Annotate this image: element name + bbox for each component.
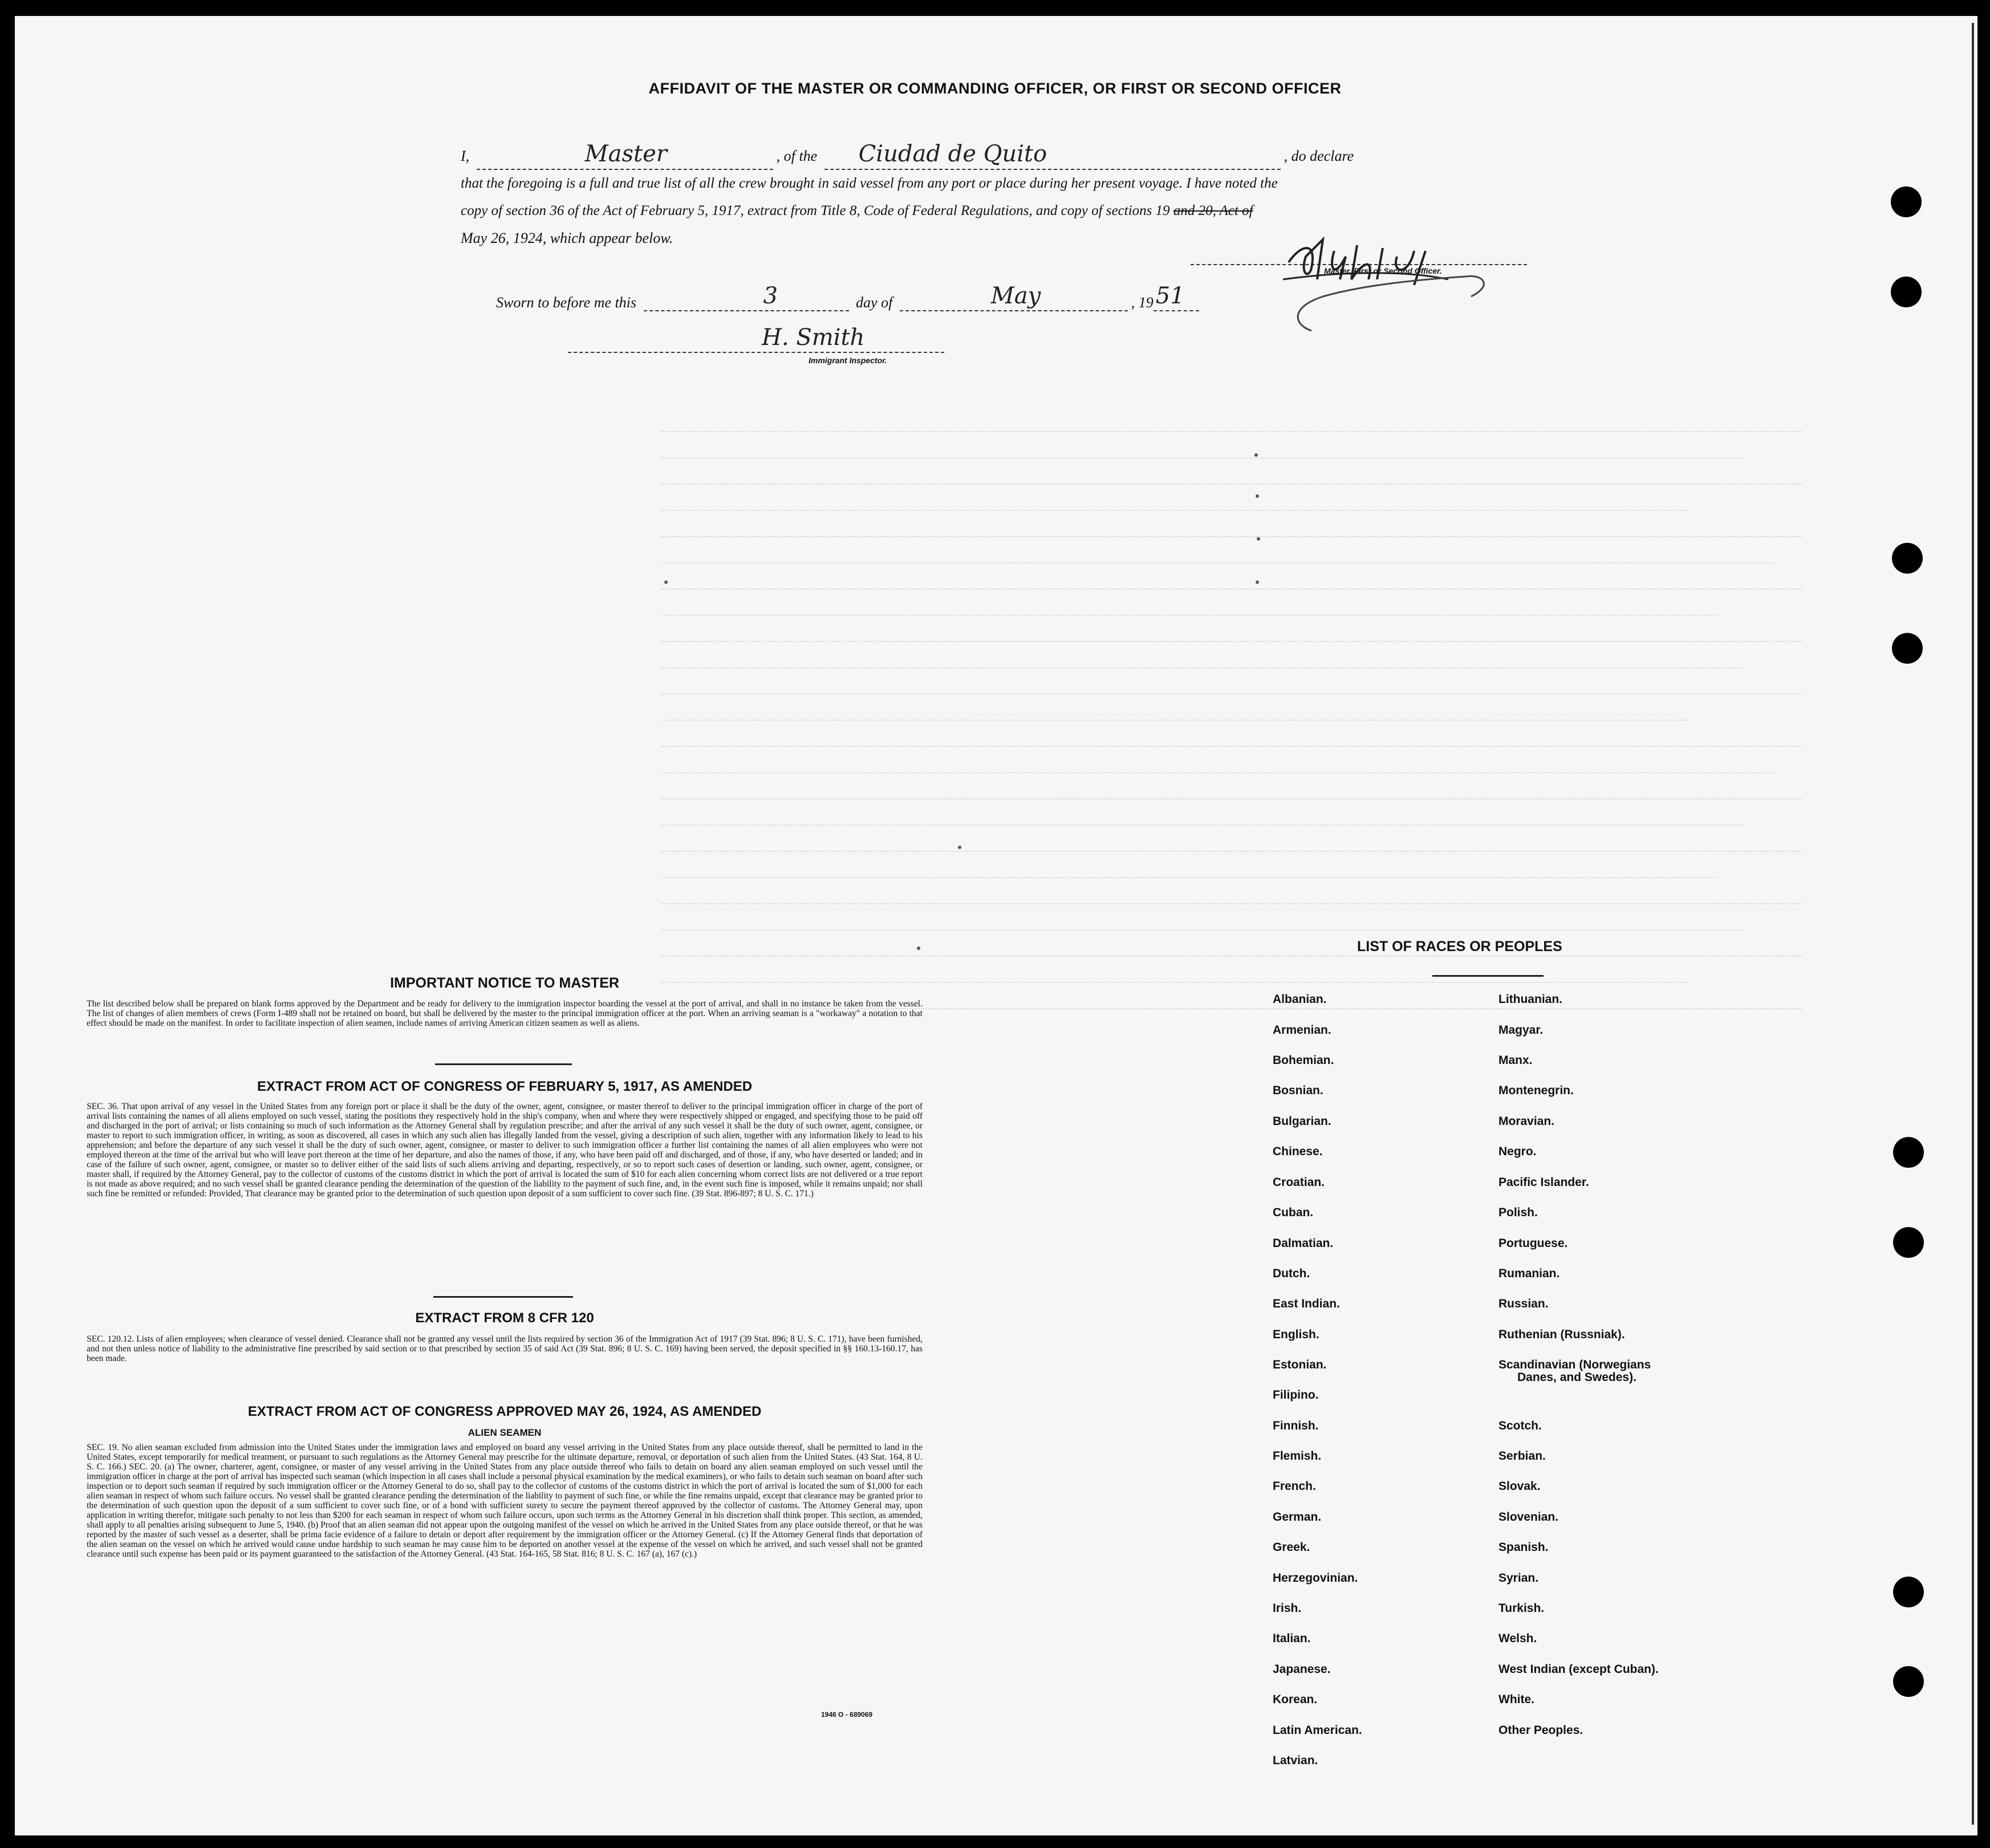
race-item: German. — [1273, 1510, 1322, 1524]
race-item: Other Peoples. — [1498, 1724, 1583, 1737]
punch-hole-icon — [1893, 1666, 1924, 1697]
vessel-handwriting: Ciudad de Quito — [858, 141, 1047, 167]
race-item: Magyar. — [1498, 1023, 1544, 1037]
race-item: Russian. — [1498, 1297, 1549, 1310]
race-item: Herzegovinian. — [1273, 1571, 1358, 1585]
master-signature-image — [1277, 217, 1505, 348]
affidavit-line-3a: copy of section 36 of the Act of February 5, 1917, extract from Title 8, Code of Federal Regulations, and copy of sections 19 — [461, 203, 1170, 218]
race-item: Scandinavian (Norwegians — [1498, 1358, 1651, 1371]
year-handwriting: 51 — [1155, 283, 1185, 309]
extract-1917-body: SEC. 36. That upon arrival of any vessel in the United States from any foreign port or place it shall be the duty of the owner, agent, consignee, or master thereof to deliver to the principal immigration officer in charge of the port of arrival lists containing the names of all aliens employed on such vessel, stating the positions they respectively hold in the ship's company, when and where they were respectively shipped or engaged, and specifying those to be paid off and discharged in the port of arrival; or lists containing so much of such information as the Attorney General shall by regulation prescribe; and after the arrival of any such vessel it shall be the duty of such owner, agent, consignee, or master to report to such immigration officer, in writing, as soon as discovered, all cases in which any such alien has illegally landed from the vessel, giving a description of such alien, together with any information likely to lead to his apprehension; and before the departure of any such vessel it shall be the duty of such owner, agent, consignee, or master to deliver to such immigration officer a further list containing the names of all alien employees who were not employed thereon at the time of the arrival but who will leave port thereon at the time of her departure, and also the names of those, if any, who have been paid off and discharged, and of those, if any, who have deserted or landed; and in case of the failure of such owner, agent, consignee, or master so to deliver either of the said lists of such aliens arriving and departing, respectively, or so to report such cases of desertion or landing, such owner, agent, consignee, or master shall, if required by the Attorney General, pay to the collector of customs of the customs district in which the port of arrival is located the sum of $10 for each alien concerning whom correct lists are not delivered or a true report is not made as above required; and no such vessel shall be granted clearance pending the determination of the question of the liability to the payment of such fine, and, in the event such fine is imposed, while it remains unpaid; nor shall such fine be remitted or refunded: Provided, That clearance may be granted prior to the determination of such question upon deposit of a sum sufficient to cover such fine. (39 Stat. 896-897; 8 U. S. C. 171.) — [87, 1102, 923, 1199]
race-item: Portuguese. — [1498, 1237, 1568, 1250]
race-item: Latin American. — [1273, 1724, 1362, 1737]
race-item: Moravian. — [1498, 1115, 1555, 1128]
divider-rule — [1432, 975, 1544, 977]
punch-hole-icon — [1891, 186, 1922, 217]
race-item: Manx. — [1498, 1054, 1533, 1067]
inspector-signature-field — [568, 324, 944, 353]
month-field — [900, 283, 1128, 311]
affidavit-line-4: May 26, 1924, which appear below. — [461, 230, 673, 246]
punch-hole-icon — [1891, 277, 1922, 307]
page-title: AFFIDAVIT OF THE MASTER OR COMMANDING OFFICER, OR FIRST OR SECOND OFFICER — [648, 80, 1342, 97]
race-item: Croatian. — [1273, 1176, 1325, 1189]
vessel-field — [825, 141, 1281, 170]
year-printed: , 19 — [1131, 294, 1154, 311]
speck — [917, 947, 920, 950]
race-item: Serbian. — [1498, 1449, 1546, 1463]
punch-hole-icon — [1893, 1577, 1924, 1607]
race-item: Italian. — [1273, 1632, 1311, 1645]
race-item: Negro. — [1498, 1145, 1537, 1158]
extract-1924-subheading: ALIEN SEAMEN — [468, 1427, 542, 1438]
race-item: Flemish. — [1273, 1449, 1322, 1463]
punch-hole-icon — [1892, 633, 1923, 664]
speck — [664, 580, 668, 584]
race-item: Dutch. — [1273, 1267, 1310, 1280]
bleed-through-text — [661, 406, 1859, 1033]
month-handwriting: May — [990, 283, 1041, 309]
race-item: Bulgarian. — [1273, 1115, 1331, 1128]
race-item: Chinese. — [1273, 1145, 1323, 1158]
rank-field — [477, 141, 773, 170]
affidavit-line-1 — [461, 143, 1544, 170]
race-item: Lithuanian. — [1498, 993, 1562, 1006]
day-of-label: day of — [856, 294, 893, 311]
race-item: Irish. — [1273, 1602, 1302, 1615]
race-item: Slovenian. — [1498, 1510, 1559, 1524]
race-item: Ruthenian (Russniak). — [1498, 1328, 1625, 1341]
race-item: Bosnian. — [1273, 1084, 1323, 1097]
race-item: Dalmatian. — [1273, 1237, 1334, 1250]
race-item: Scotch. — [1498, 1419, 1542, 1432]
struck-text: and 20, Act of — [1173, 203, 1253, 218]
affidavit-i: I, — [461, 148, 470, 164]
year-field — [1154, 283, 1199, 311]
punch-hole-icon — [1893, 1227, 1924, 1258]
day-handwriting: 3 — [763, 283, 778, 309]
divider-rule — [433, 1296, 573, 1298]
scan-border-left — [0, 0, 15, 1848]
race-item: Cuban. — [1273, 1206, 1314, 1219]
extract-1924-body: SEC. 19. No alien seaman excluded from admission into the United States under the immigration laws and employed on board any vessel arriving in the United States from any place outside thereof, shall be permitted to land in the United States, except temporarily for medical treatment, or pursuant to such regulations as the Attorney General may prescribe for the ultimate departure, removal, or deportation of such alien from the United States. (43 Stat. 164, 8 U. S. C. 166.) SEC. 20. (a) The owner, charterer, agent, consignee, or master of any vessel arriving in the United States from any place outside thereof who fails to detain on board any alien seaman employed on such vessel until the immigration officer in charge at the port of arrival has inspected such seaman (which inspection in all cases shall include a personal physical examination by the medical examiners), or who fails to detain such seaman on board after such inspection or to deport such seaman if required by such immigration officer or the Attorney General to do so, shall pay to the collector of customs of the customs district in which the port of arrival is located the sum of $1,000 for each alien seaman in respect of whom such failure occurs. No vessel shall be granted clearance pending the determination of the liability to payment of such fine, or while the fine remains unpaid, except that clearance may be granted prior to the determination of such question upon the deposit of a sum sufficient to cover such fine, or of a bond with sufficient surety to secure the payment thereof approved by the collector of customs. The Attorney General may, upon application in writing therefor, mitigate such penalty to not less than $200 for each seaman in respect of whom such failure occurs, upon such terms as the Attorney General in his discretion shall think proper. This section, as amended, shall apply to all penalties arising subsequent to June 5, 1940. (b) Proof that an alien seaman did not appear upon the outgoing manifest of the vessel on which he arrived in the United States from any place outside thereof, or that he was reported by the master of such vessel as a deserter, shall be prima facie evidence of a failure to detain or deport after requirement by the immigration officer or the Attorney General. (c) If the Attorney General finds that deportation of the alien seaman on the vessel on which he arrived would cause undue hardship to such seaman he may cause him to be deported on another vessel at the expense of the vessel on which he arrived, and such vessel shall not be granted clearance until such expense has been paid or its payment guaranteed to the satisfaction of the Attorney General. (43 Stat. 164-165, 58 Stat. 816; 8 U. S. C. 167 (a), 167 (c).) — [87, 1443, 923, 1559]
sworn-line — [496, 283, 1203, 311]
race-item: Albanian. — [1273, 993, 1327, 1006]
race-item: Estonian. — [1273, 1358, 1327, 1371]
notice-body: The list described below shall be prepared on blank forms approved by the Department and be ready for delivery to the immigration inspector boarding the vessel at the port of arrival, and shall in no instance be taken from the vessel. The list of changes of alien members of crews (Form I-489 shall not be retained on board, but shall be delivered by the master to the principal immigration officer at the port. When an arriving seaman is a "workaway" a notation to that effect should be made on the manifest. In order to facilitate inspection of alien seamen, include names of arriving American citizen seamen as well as aliens. — [87, 999, 923, 1028]
race-item: Armenian. — [1273, 1023, 1331, 1037]
extract-cfr-body: SEC. 120.12. Lists of alien employees; when clearance of vessel denied. Clearance shall not be granted any vessel until the lists required by section 36 of the Immigration Act of 1917 (39 Stat. 896; 8 U. S. C. 171), have been furnished, and not then unless notice of liability to the administrative fine prescribed by said section or to that prescribed by section 35 of said Act (39 Stat. 896; 8 U. S. C. 169) having been served, the deposit specified in §§ 160.13-160.17, has been made. — [87, 1334, 923, 1363]
signature-caption: Master, First or Second Officer. — [1324, 266, 1442, 275]
extract-1924-heading: EXTRACT FROM ACT OF CONGRESS APPROVED MAY 26, 1924, AS AMENDED — [247, 1404, 762, 1419]
scan-border-top — [0, 0, 1990, 16]
race-item: Korean. — [1273, 1693, 1318, 1706]
race-item: West Indian (except Cuban). — [1498, 1663, 1659, 1676]
extract-cfr-heading: EXTRACT FROM 8 CFR 120 — [415, 1310, 594, 1326]
race-item: Danes, and Swedes). — [1517, 1371, 1636, 1384]
speck — [958, 846, 961, 849]
of-the-label: , of the — [776, 148, 818, 164]
races-title: LIST OF RACES OR PEOPLES — [1357, 939, 1562, 955]
day-field — [644, 283, 849, 311]
race-item: Slovak. — [1498, 1480, 1541, 1493]
scan-border-right — [1977, 0, 1990, 1848]
scan-border-bottom — [0, 1835, 1990, 1848]
race-item: Syrian. — [1498, 1571, 1539, 1585]
speck — [1256, 580, 1259, 584]
race-item: Spanish. — [1498, 1541, 1549, 1554]
race-item: Latvian. — [1273, 1754, 1318, 1767]
speck — [1257, 537, 1260, 541]
race-item: Turkish. — [1498, 1602, 1545, 1615]
race-item: Polish. — [1498, 1206, 1538, 1219]
race-item: Finnish. — [1273, 1419, 1319, 1432]
punch-hole-icon — [1893, 1137, 1924, 1168]
sworn-label: Sworn to before me this — [496, 294, 637, 311]
race-item: Japanese. — [1273, 1663, 1331, 1676]
race-item: Welsh. — [1498, 1632, 1537, 1645]
punch-hole-icon — [1892, 543, 1923, 574]
race-item: Filipino. — [1273, 1388, 1319, 1402]
rank-handwriting: Master — [584, 141, 667, 167]
divider-rule — [435, 1063, 572, 1065]
race-item: Bohemian. — [1273, 1054, 1334, 1067]
print-code: 1946 O - 689069 — [821, 1711, 873, 1719]
race-item: French. — [1273, 1480, 1316, 1493]
race-item: White. — [1498, 1693, 1534, 1706]
extract-1917-heading: EXTRACT FROM ACT OF CONGRESS OF FEBRUARY 5, 1917, AS AMENDED — [257, 1079, 753, 1094]
race-item: Montenegrin. — [1498, 1084, 1574, 1097]
race-item: Greek. — [1273, 1541, 1310, 1554]
affidavit-line-2: that the foregoing is a full and true list of all the crew brought in said vessel from any port or place during her present voyage. I have noted the — [461, 176, 1278, 191]
do-declare-label: , do declare — [1284, 148, 1354, 164]
inspector-caption: Immigrant Inspector. — [809, 356, 887, 365]
race-item: Rumanian. — [1498, 1267, 1560, 1280]
notice-heading: IMPORTANT NOTICE TO MASTER — [390, 975, 619, 991]
speck — [1254, 453, 1258, 457]
race-item: English. — [1273, 1328, 1319, 1341]
race-item: East Indian. — [1273, 1297, 1340, 1310]
speck — [1256, 494, 1259, 498]
inspector-handwriting: H. Smith — [762, 324, 865, 351]
race-item: Pacific Islander. — [1498, 1176, 1589, 1189]
